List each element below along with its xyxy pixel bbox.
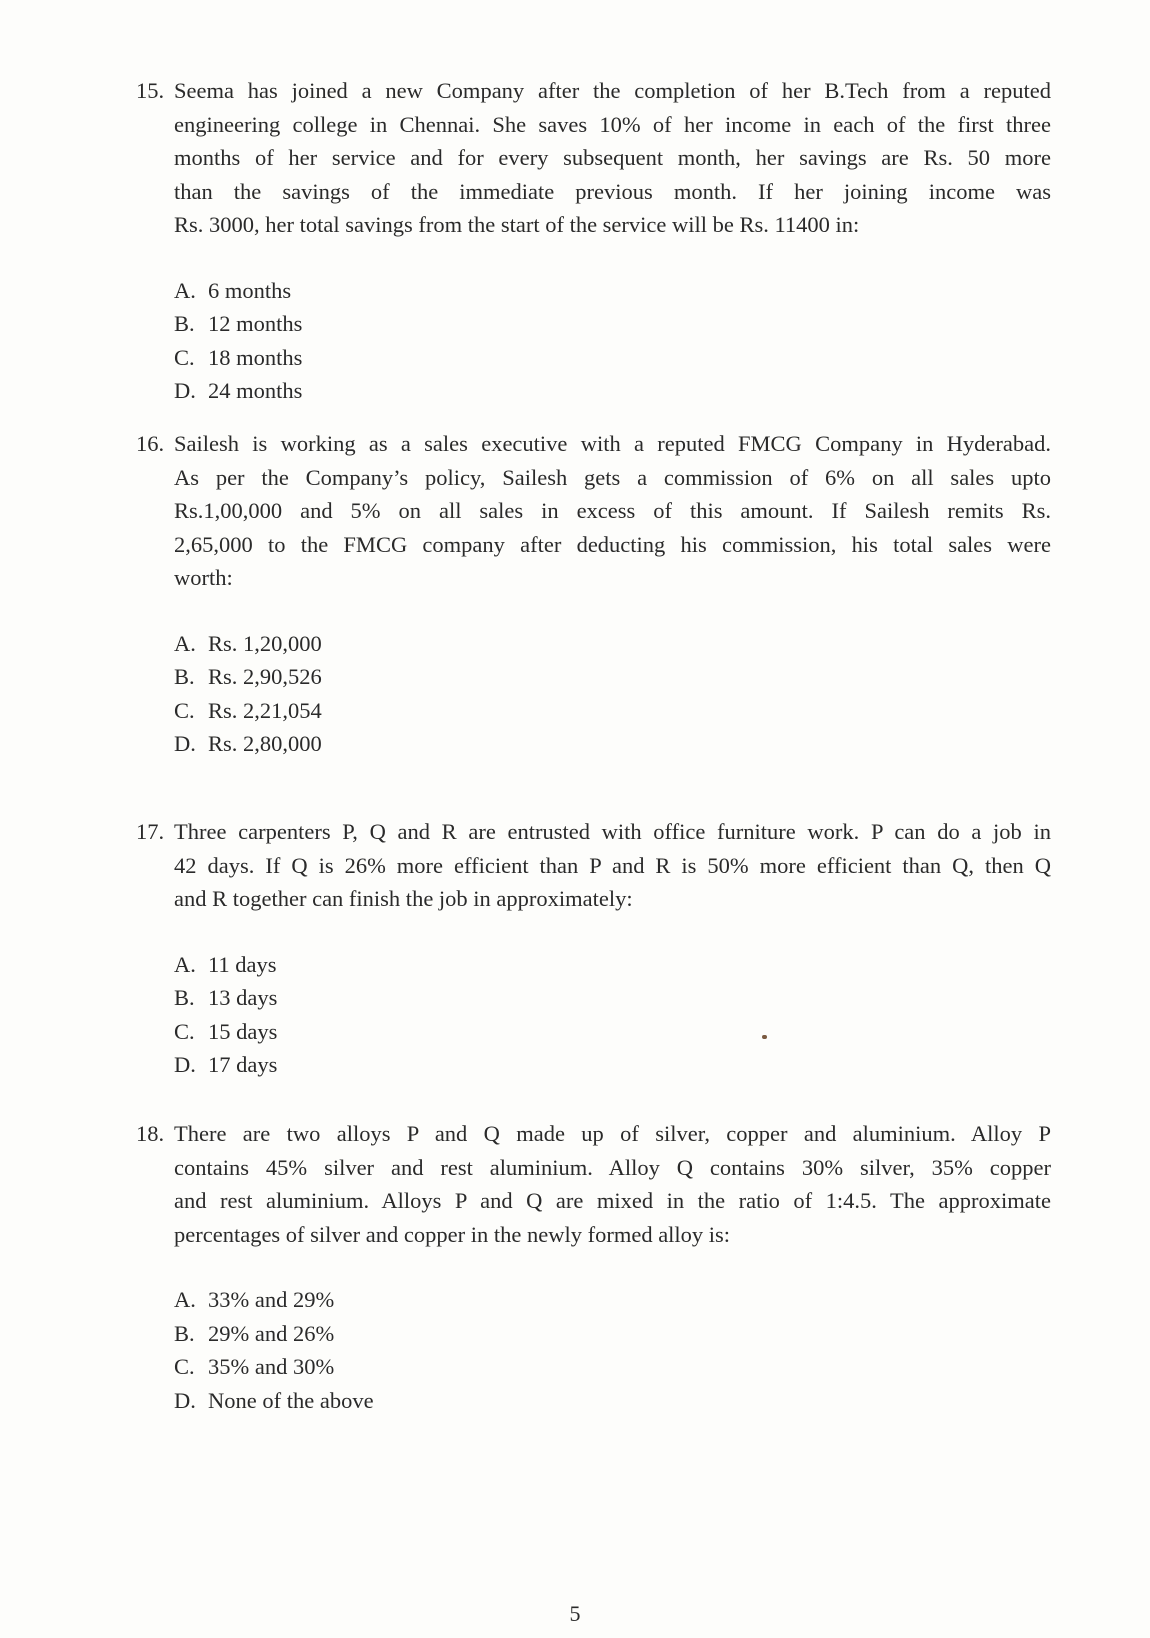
question-line: and rest aluminium. Alloys P and Q are mixed in the ratio of 1:4.5. The approximate (174, 1188, 1051, 1213)
option-a (174, 274, 1051, 308)
option-text: Rs. 2,90,526 (208, 664, 322, 689)
option-letter: D. (174, 1387, 196, 1413)
question-line: and R together can finish the job in approximately: (174, 886, 633, 911)
question-text (174, 74, 1051, 242)
question-line: Rs.1,00,000 and 5% on all sales in excess of this amount. If Sailesh remits Rs. (174, 498, 1051, 523)
option-text: None of the above (208, 1387, 374, 1413)
question-text (174, 815, 1051, 916)
option-letter: B. (174, 311, 195, 336)
answer-options (174, 948, 1051, 1082)
option-c (174, 1015, 1051, 1049)
option-letter: C. (174, 697, 195, 723)
option-text: 13 days (208, 985, 278, 1010)
question-18 (136, 1117, 1051, 1417)
option-letter: C. (174, 344, 195, 370)
option-letter: A. (174, 630, 196, 656)
option-letter: D. (174, 731, 196, 756)
scan-speck (762, 1035, 767, 1039)
option-a (174, 1283, 1051, 1317)
question-line: percentages of silver and copper in the newly formed alloy is: (174, 1221, 731, 1247)
option-b (174, 981, 1051, 1015)
option-letter: A. (174, 1287, 196, 1312)
option-text: 29% and 26% (208, 1320, 335, 1346)
question-line: Seema has joined a new Company after the completion of her B.Tech from a reputed (174, 78, 1051, 103)
option-c (174, 1350, 1051, 1384)
question-number: 17. (136, 819, 165, 844)
option-a (174, 948, 1051, 982)
option-letter: C. (174, 1354, 195, 1379)
question-number: 15. (136, 78, 165, 103)
option-letter: A. (174, 277, 196, 303)
question-16 (136, 427, 1051, 761)
question-text (174, 1117, 1051, 1251)
option-a (174, 627, 1051, 661)
option-text: 12 months (208, 311, 303, 336)
option-letter: A. (174, 951, 196, 977)
option-text: 17 days (208, 1052, 278, 1077)
option-d (174, 727, 1051, 761)
question-line: than the savings of the immediate previous month. If her joining income was (174, 178, 1051, 204)
answer-options (174, 627, 1051, 761)
answer-options (174, 1283, 1051, 1417)
option-text: Rs. 2,80,000 (208, 731, 322, 756)
option-letter: B. (174, 985, 195, 1010)
option-letter: D. (174, 1052, 196, 1077)
option-text: 18 months (208, 344, 303, 370)
option-letter: D. (174, 378, 196, 403)
option-text: Rs. 1,20,000 (208, 630, 322, 656)
option-text: 24 months (208, 378, 303, 403)
question-line: 42 days. If Q is 26% more efficient than P and R is 50% more efficient than Q, then Q (174, 852, 1051, 878)
question-17 (136, 815, 1051, 1082)
option-b (174, 307, 1051, 341)
page-number: 5 (569, 1601, 581, 1626)
question-line: contains 45% silver and rest aluminium. Alloy Q contains 30% silver, 35% copper (174, 1154, 1051, 1180)
option-letter: B. (174, 1320, 195, 1346)
question-15 (136, 74, 1051, 408)
option-letter: B. (174, 664, 195, 689)
question-text (174, 427, 1051, 595)
option-letter: C. (174, 1018, 195, 1044)
option-b (174, 660, 1051, 694)
option-c (174, 694, 1051, 728)
option-text: 33% and 29% (208, 1287, 335, 1312)
option-text: 11 days (208, 951, 277, 977)
option-text: 6 months (208, 277, 292, 303)
question-line: worth: (174, 565, 233, 590)
question-line: engineering college in Chennai. She saves 10% of her income in each of the first three (174, 111, 1051, 137)
answer-options (174, 274, 1051, 408)
question-number: 16. (136, 431, 165, 456)
question-line: 2,65,000 to the FMCG company after deducting his commission, his total sales were (174, 531, 1051, 557)
option-d (174, 374, 1051, 408)
question-line: Rs. 3000, her total savings from the start of the service will be Rs. 11400 in: (174, 212, 860, 237)
option-c (174, 341, 1051, 375)
option-text: Rs. 2,21,054 (208, 697, 322, 723)
question-line: Three carpenters P, Q and R are entrusted with office furniture work. P can do a job in (174, 819, 1051, 844)
question-line: As per the Company’s policy, Sailesh gets a commission of 6% on all sales upto (174, 464, 1051, 490)
question-number: 18. (136, 1121, 165, 1146)
question-line: Sailesh is working as a sales executive with a reputed FMCG Company in Hyderabad. (174, 431, 1051, 456)
option-d (174, 1048, 1051, 1082)
question-line: months of her service and for every subsequent month, her savings are Rs. 50 more (174, 145, 1051, 170)
question-line: There are two alloys P and Q made up of silver, copper and aluminium. Alloy P (174, 1121, 1051, 1146)
option-d (174, 1384, 1051, 1418)
option-b (174, 1317, 1051, 1351)
option-text: 15 days (208, 1018, 278, 1044)
option-text: 35% and 30% (208, 1354, 335, 1379)
